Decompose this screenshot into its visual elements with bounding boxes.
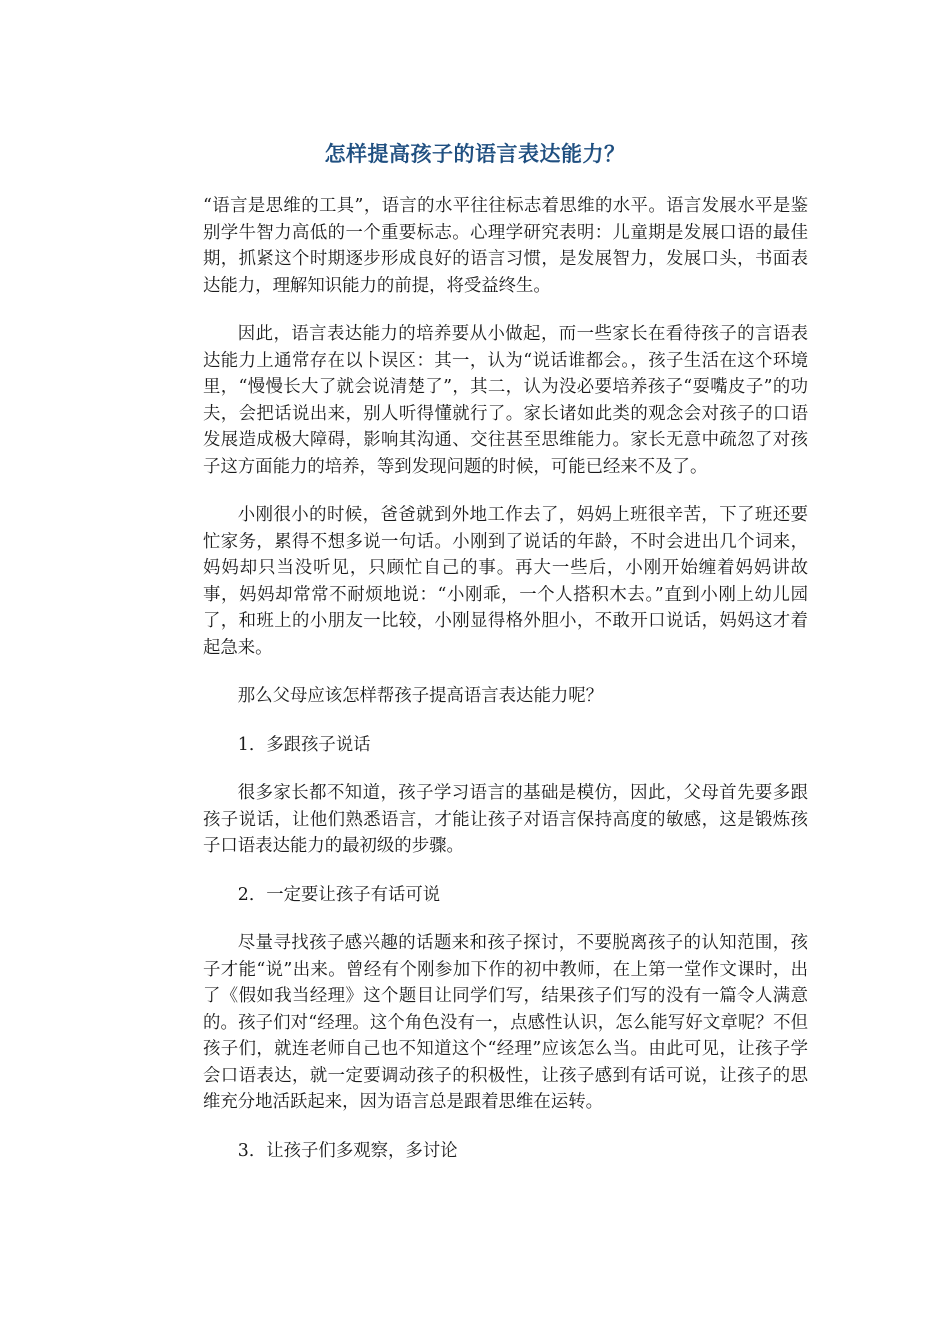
section-heading-1: 1．多跟孩子说话 (237, 734, 371, 755)
document-body (203, 193, 808, 1186)
page-title: 怎样提高孩子的语言表达能力？ (324, 142, 626, 166)
section-heading-3: 3．让孩子们多观察，多讨论 (237, 1140, 458, 1161)
section-heading-2: 2．一定要让孩子有话可说 (237, 884, 441, 905)
paragraph-section-2: 尽量寻找孩子感兴趣的话题来和孩子探讨，不要脱离孩子的认知范围，孩子才能“说”出来。曾经有个刚参加下作的初中教师，在上第一堂作文课时，出了《假如我当经理》这个题目让同学们写，结果孩子们写的没有一篇令人满意的。孩子们对“经理。这个角色没有一，点感性认识，怎么能写好文章呢？不但孩子们，就连老师自己也不知道这个“经理”应该怎么当。由此可见，让孩子学会口语表达，就一定要调动孩子的积极性，让孩子感到有话可说，让孩子的思维充分地活跃起来，因为语言总是跟着思维在运转。 (203, 933, 808, 1112)
paragraph-intro: “语言是思维的工具”，语言的水平往往标志着思维的水平。语言发展水平是鉴别学牛智力高低的一个重要标志。心理学研究表明：儿童期是发展口语的最佳期，抓紧这个时期逐步形成良好的语言习惯，是发展智力，发展口头，书面表达能力，理解知识能力的前提，将受益终生。 (203, 196, 808, 296)
paragraph-section-1: 很多家长都不知道，孩子学习语言的基础是模仿，因此，父母首先要多跟孩子说话，让他们熟悉语言，才能让孩子对语言保持高度的敏感，这是锻炼孩子口语表达能力的最初级的步骤。 (203, 783, 808, 856)
paragraph-question: 那么父母应该怎样帮孩子提高语言表达能力呢？ (237, 686, 604, 706)
paragraph-misconceptions: 因此，语言表达能力的培养要从小做起，而一些家长在看待孩子的言语表达能力上通常存在以卜误区：其一，认为“说话谁都会。，孩子生活在这个环境里，“慢慢长大了就会说清楚了”，其二，认为没必要培养孩子“耍嘴皮子”的功夫，会把话说出来，别人听得懂就行了。家长诸如此类的观念会对孩子的口语发展造成极大障碍，影响其沟通、交往甚至思维能力。家长无意中疏忽了对孩子这方面能力的培养，等到发现问题的时候，可能已经来不及了。 (203, 324, 808, 477)
paragraph-example: 小刚很小的时候，爸爸就到外地工作去了，妈妈上班很辛苦，下了班还要忙家务，累得不想多说一句话。小刚到了说话的年龄，不时会进出几个词来，妈妈却只当没听见，只顾忙自己的事。再大一些后，小刚开始缠着妈妈讲故事，妈妈却常常不耐烦地说：“小刚乖，一个人搭积木去。”直到小刚上幼儿园了，和班上的小朋友一比较，小刚显得格外胆小，不敢开口说话，妈妈这才着起急来。 (203, 505, 808, 658)
